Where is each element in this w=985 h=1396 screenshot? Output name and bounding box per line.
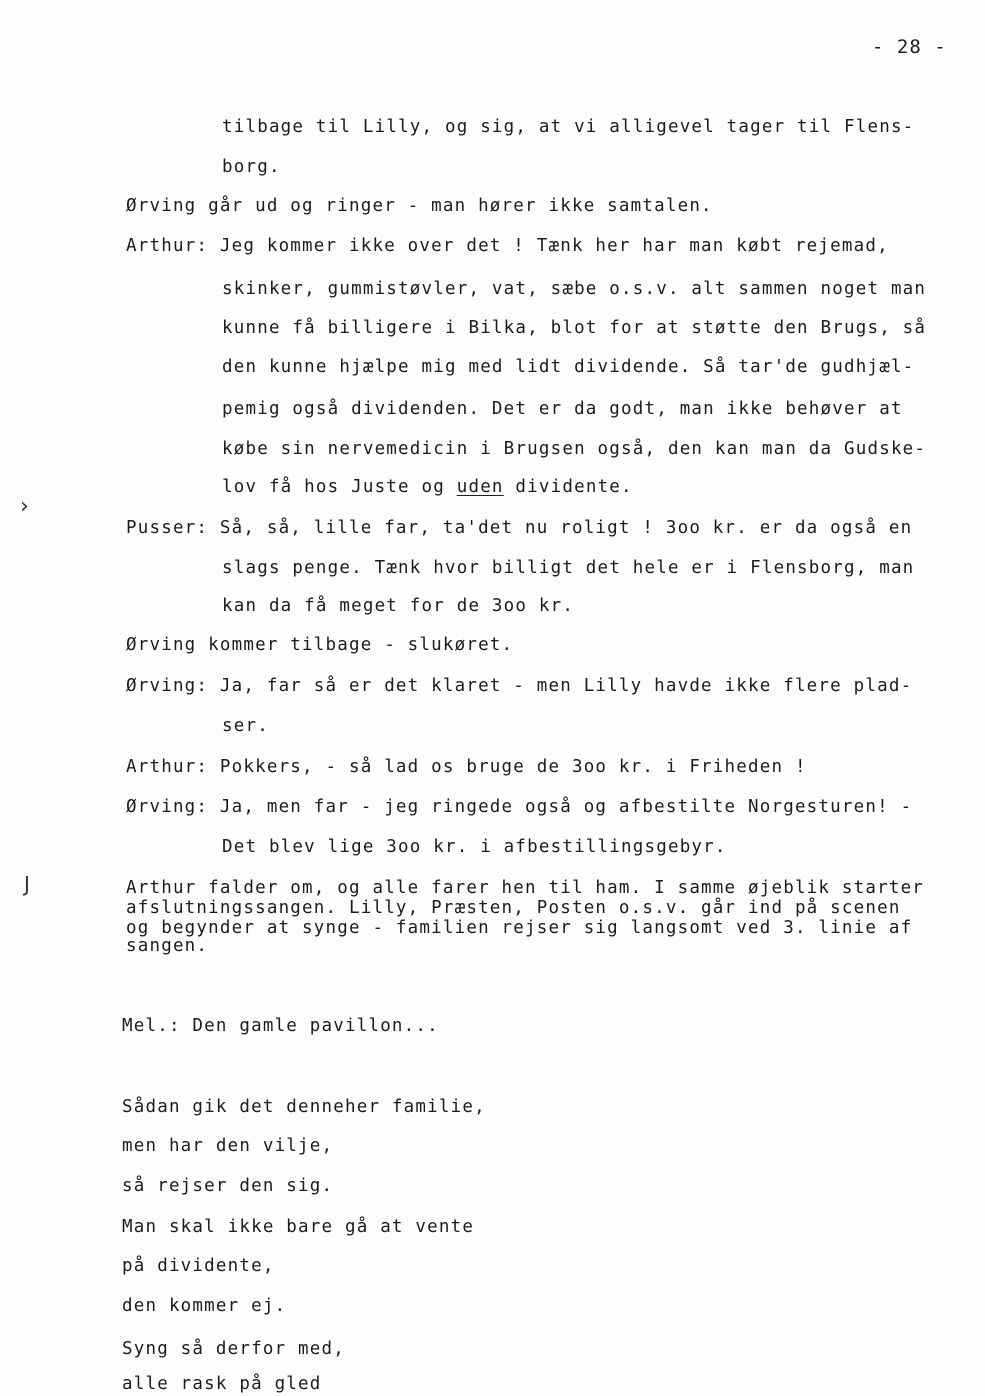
melody-note: Mel.: Den gamle pavillon...	[122, 1016, 439, 1036]
text-line: borg.	[222, 157, 281, 177]
text-segment: dividente.	[503, 477, 633, 497]
song-line: Syng så derfor med,	[122, 1339, 345, 1359]
stage-direction: sangen.	[126, 936, 209, 956]
dialogue-line: Pusser: Så, så, lille far, ta'det nu roligt ! 3oo kr. er da også en	[126, 518, 913, 538]
dialogue-line: Arthur: Jeg kommer ikke over det ! Tænk her har man købt rejemad,	[126, 236, 889, 256]
dialogue-line: Arthur: Pokkers, - så lad os bruge de 3oo kr. i Friheden !	[126, 757, 807, 777]
dialogue-line: Ørving: Ja, men far - jeg ringede også og afbestilte Norgesturen! -	[126, 797, 913, 817]
song-line: Man skal ikke bare gå at vente	[122, 1217, 475, 1237]
text-line: den kunne hjælpe mig med lidt dividende. Så tar'de gudhjæl-	[222, 357, 915, 377]
page-number: - 28 -	[872, 36, 947, 58]
song-line: alle rask på gled	[122, 1374, 322, 1394]
underlined-word: uden	[456, 477, 504, 497]
song-line: den kommer ej.	[122, 1296, 287, 1316]
text-line: ser.	[222, 716, 269, 736]
stage-direction: afslutningssangen. Lilly, Præsten, Posten o.s.v. går ind på scenen	[126, 898, 901, 918]
stage-direction: Ørving kommer tilbage - slukøret.	[126, 635, 514, 655]
text-segment: lov få hos Juste og	[222, 477, 457, 497]
text-line: kan da få meget for de 3oo kr.	[222, 596, 575, 616]
song-line: på dividente,	[122, 1256, 275, 1276]
text-line: købe sin nervemedicin i Brugsen også, den kan man da Gudske-	[222, 439, 927, 459]
song-line: Sådan gik det denneher familie,	[122, 1097, 486, 1117]
margin-mark: J	[24, 872, 30, 896]
text-line: pemig også dividenden. Det er da godt, man ikke behøver at	[222, 399, 903, 419]
text-line	[222, 477, 633, 497]
stage-direction: Ørving går ud og ringer - man hører ikke samtalen.	[126, 196, 713, 216]
stage-direction: og begynder at synge - familien rejser sig langsomt ved 3. linie af	[126, 918, 913, 938]
dialogue-line: Ørving: Ja, far så er det klaret - men Lilly havde ikke flere plad-	[126, 676, 913, 696]
text-line: tilbage til Lilly, og sig, at vi alligevel tager til Flens-	[222, 117, 915, 137]
text-line: Det blev lige 3oo kr. i afbestillingsgebyr.	[222, 837, 727, 857]
song-line: så rejser den sig.	[122, 1176, 334, 1196]
margin-mark: ›	[20, 494, 29, 519]
song-line: men har den vilje,	[122, 1136, 334, 1156]
text-line: slags penge. Tænk hvor billigt det hele er i Flensborg, man	[222, 558, 915, 578]
stage-direction: Arthur falder om, og alle farer hen til ham. I samme øjeblik starter	[126, 878, 925, 898]
text-line: kunne få billigere i Bilka, blot for at støtte den Brugs, så	[222, 318, 927, 338]
text-line: skinker, gummistøvler, vat, sæbe o.s.v. alt sammen noget man	[222, 279, 927, 299]
